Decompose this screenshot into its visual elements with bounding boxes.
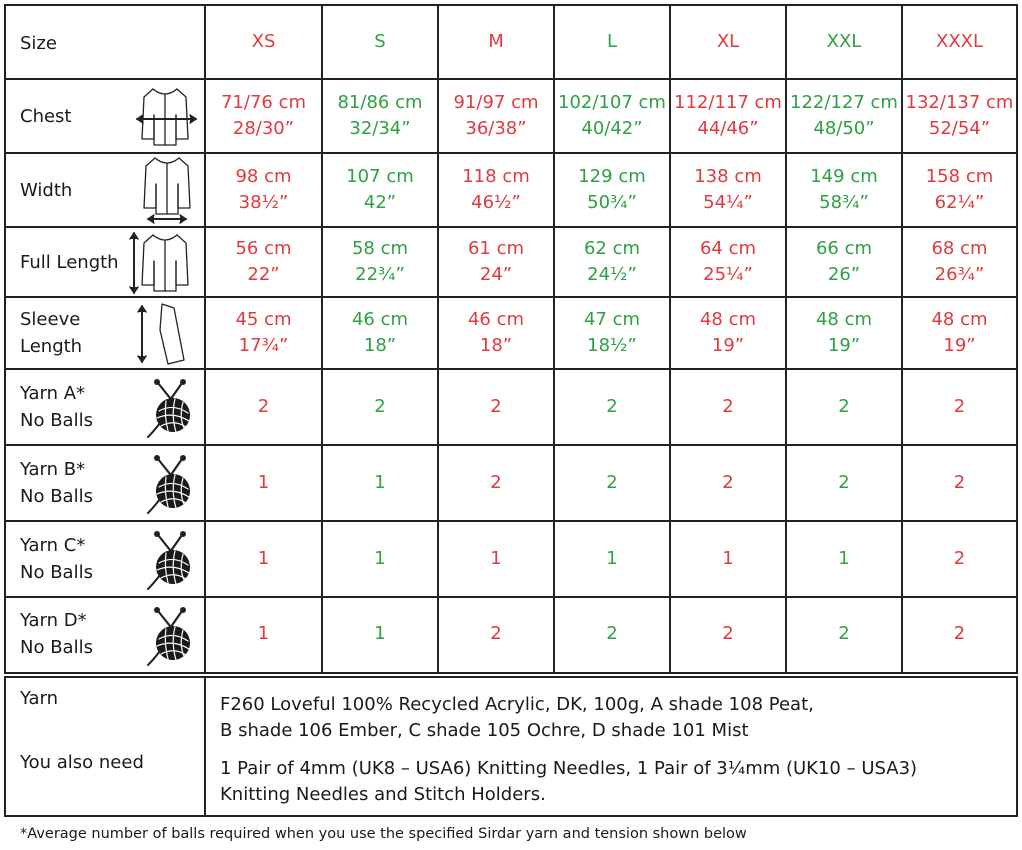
yarn-line-1: F260 Loveful 100% Recycled Acrylic, DK, 100g, A shade 108 Peat, (220, 694, 814, 715)
row-label-line: Yarn D* (20, 610, 87, 631)
table-cell (206, 522, 321, 596)
sleeve-measure-icon (128, 300, 192, 372)
table-cell (206, 80, 321, 152)
table-cell (903, 228, 1016, 296)
table-cell (323, 298, 437, 368)
cell-value: 1 (257, 548, 270, 569)
cell-value: 118 cm (462, 166, 530, 187)
cell-value: 158 cm (925, 166, 994, 187)
cell-value: 68 cm (931, 238, 988, 259)
yarn-ball-icon (144, 525, 196, 599)
table-cell (903, 80, 1016, 152)
table-cell (555, 446, 669, 520)
yarn-ball-icon (144, 373, 196, 447)
panel-divider (204, 678, 206, 815)
cell-value: 64 cm (699, 238, 757, 259)
row-label (20, 598, 93, 670)
cell-value: 2 (953, 396, 966, 417)
yarn-label: Yarn (20, 688, 59, 709)
table-cell (787, 298, 901, 368)
cell-value: 132/137 cm (905, 92, 1014, 113)
yarn-info-panel (4, 676, 1018, 817)
needles-description (220, 756, 917, 808)
cell-value: 1 (374, 623, 386, 644)
cell-value: 46 cm (467, 309, 525, 330)
cell-value: 48 cm (699, 309, 757, 330)
cell-value: 61 cm (467, 238, 525, 259)
table-cell (555, 598, 669, 670)
cell-value: 1 (606, 548, 618, 569)
footnote: *Average number of balls required when you use the specified Sirdar yarn and tension shown below (20, 826, 747, 842)
cell-value: 19” (943, 335, 976, 356)
row-label-line: Yarn A* (20, 383, 86, 404)
cell-value: 56 cm (235, 238, 292, 259)
table-cell (555, 80, 669, 152)
table-cell (555, 522, 669, 596)
cell-value: 18½” (587, 335, 637, 356)
table-cell (555, 370, 669, 444)
row-label-line: No Balls (20, 486, 93, 507)
table-cell (323, 154, 437, 226)
cell-value: 1 (838, 548, 850, 569)
width-measure-icon (136, 156, 200, 230)
table-cell (323, 522, 437, 596)
cell-value: 2 (606, 396, 618, 417)
cell-value: 2 (953, 472, 966, 493)
cell-value: 1 (257, 623, 270, 644)
table-cell (903, 370, 1016, 444)
cell-value: 36/38” (465, 118, 527, 139)
cell-value: 22” (247, 264, 280, 285)
table-cell (439, 298, 553, 368)
cell-value: 50¾” (587, 192, 637, 213)
row-label-line: Chest (20, 105, 72, 127)
table-cell (439, 80, 553, 152)
table-cell (323, 370, 437, 444)
cell-value: 24½” (587, 264, 637, 285)
cell-value: 71/76 cm (220, 92, 307, 113)
cell-value: 38½” (238, 192, 289, 213)
cell-value: 32/34” (349, 118, 411, 139)
table-cell (555, 228, 669, 296)
size-header-l: L (606, 31, 618, 52)
table-cell (903, 522, 1016, 596)
row-label (20, 228, 119, 296)
cell-value: 19” (711, 335, 745, 356)
cell-value: 2 (838, 623, 850, 644)
cell-value: 19” (827, 335, 861, 356)
size-header-xxl: XXL (826, 31, 862, 52)
cell-value: 2 (490, 472, 502, 493)
cell-value: 42” (363, 192, 397, 213)
cell-value: 25¼” (703, 264, 753, 285)
row-label (20, 80, 72, 152)
cell-value: 112/117 cm (674, 92, 782, 113)
cell-value: 40/42” (581, 118, 643, 139)
cell-value: 2 (953, 623, 966, 644)
table-cell (671, 598, 785, 670)
table-cell (206, 298, 321, 368)
chest-measure-icon (136, 83, 200, 153)
table-cell (439, 370, 553, 444)
cell-value: 2 (838, 396, 850, 417)
table-cell (787, 154, 901, 226)
size-header-m: M (488, 31, 504, 52)
yarn-ball-icon (144, 601, 196, 675)
table-cell (671, 298, 785, 368)
table-cell (555, 154, 669, 226)
row-label (20, 522, 93, 596)
table-cell (671, 370, 785, 444)
cell-value: 2 (838, 472, 850, 493)
row-label-line: No Balls (20, 562, 93, 583)
row-label-line: Yarn C* (20, 535, 86, 556)
table-cell (671, 522, 785, 596)
cell-value: 2 (953, 548, 966, 569)
cell-value: 45 cm (235, 309, 292, 330)
cell-value: 47 cm (583, 309, 641, 330)
cell-value: 91/97 cm (453, 92, 539, 113)
cell-value: 2 (257, 396, 270, 417)
cell-value: 2 (722, 623, 734, 644)
cell-value: 66 cm (815, 238, 873, 259)
cell-value: 48/50” (813, 118, 875, 139)
size-header-xxxl: XXXL (935, 31, 984, 52)
table-cell (206, 598, 321, 670)
cell-value: 58 cm (351, 238, 409, 259)
cell-value: 2 (606, 472, 618, 493)
row-label-line: Sleeve (20, 309, 81, 330)
yarn-description (220, 692, 814, 744)
cell-value: 52/54” (928, 118, 991, 139)
cell-value: 18” (479, 335, 513, 356)
cell-value: 81/86 cm (337, 92, 423, 113)
cell-value: 46½” (471, 192, 521, 213)
cell-value: 26¾” (934, 264, 985, 285)
table-cell (323, 228, 437, 296)
table-cell (903, 298, 1016, 368)
table-cell (903, 154, 1016, 226)
table-cell (671, 154, 785, 226)
cell-value: 22¾” (355, 264, 405, 285)
row-label-line: Yarn B* (20, 459, 86, 480)
cell-value: 46 cm (351, 309, 409, 330)
table-cell (206, 154, 321, 226)
table-cell (787, 370, 901, 444)
table-cell (439, 446, 553, 520)
needles-line-2: Knitting Needles and Stitch Holders. (220, 784, 546, 805)
table-cell (439, 522, 553, 596)
cell-value: 48 cm (931, 309, 988, 330)
cell-value: 138 cm (694, 166, 762, 187)
cell-value: 1 (722, 548, 734, 569)
cell-value: 58¾” (819, 192, 869, 213)
table-cell (323, 598, 437, 670)
cell-value: 48 cm (815, 309, 873, 330)
cell-value: 28/30” (232, 118, 295, 139)
needles-line-1: 1 Pair of 4mm (UK8 – USA6) Knitting Needles, 1 Pair of 3¼mm (UK10 – USA3) (220, 758, 918, 779)
table-cell (787, 228, 901, 296)
size-header-s: S (374, 31, 386, 52)
cell-value: 122/127 cm (790, 92, 898, 113)
cell-value: 17¾” (238, 335, 289, 356)
row-label (20, 446, 93, 520)
cell-value: 1 (374, 548, 386, 569)
table-cell (206, 228, 321, 296)
cell-value: 26” (827, 264, 861, 285)
cell-value: 1 (257, 472, 270, 493)
row-label (20, 154, 72, 226)
cell-value: 2 (490, 623, 502, 644)
cell-value: 1 (490, 548, 502, 569)
table-cell (206, 370, 321, 444)
table-cell (903, 598, 1016, 670)
table-cell (787, 446, 901, 520)
table-cell (439, 598, 553, 670)
row-label-line: Full Length (20, 251, 119, 273)
cell-value: 2 (490, 396, 502, 417)
you-also-need-label: You also need (20, 752, 144, 773)
row-label-line: No Balls (20, 410, 93, 431)
cell-value: 2 (374, 396, 386, 417)
cell-value: 149 cm (810, 166, 878, 187)
table-cell (787, 80, 901, 152)
size-header-xs: XS (251, 31, 276, 52)
row-label (20, 370, 93, 444)
table-cell (671, 446, 785, 520)
cell-value: 2 (722, 396, 734, 417)
length-measure-icon (128, 229, 192, 301)
table-cell (439, 228, 553, 296)
cell-value: 24” (479, 264, 513, 285)
table-cell (787, 522, 901, 596)
cell-value: 107 cm (346, 166, 414, 187)
table-cell (439, 154, 553, 226)
row-label-line: No Balls (20, 637, 93, 658)
table-cell (671, 80, 785, 152)
table-cell (206, 446, 321, 520)
cell-value: 102/107 cm (558, 92, 666, 113)
row-label-line: Length (20, 336, 83, 357)
table-cell (787, 598, 901, 670)
table-cell (671, 228, 785, 296)
row-label (20, 298, 82, 368)
cell-value: 2 (606, 623, 618, 644)
size-header-xl: XL (716, 31, 740, 52)
cell-value: 1 (374, 472, 386, 493)
table-cell (903, 446, 1016, 520)
table-cell (323, 446, 437, 520)
cell-value: 62 cm (583, 238, 641, 259)
cell-value: 2 (722, 472, 734, 493)
cell-value: 98 cm (235, 166, 292, 187)
row-label-line: Width (20, 179, 73, 201)
cell-value: 54¼” (703, 192, 753, 213)
yarn-line-2: B shade 106 Ember, C shade 105 Ochre, D shade 101 Mist (220, 720, 749, 741)
cell-value: 129 cm (578, 166, 646, 187)
yarn-ball-icon (144, 449, 196, 523)
size-row-label: Size (20, 32, 57, 54)
size-table (4, 4, 1018, 674)
cell-value: 62¼” (934, 192, 985, 213)
cell-value: 18” (363, 335, 397, 356)
table-cell (323, 80, 437, 152)
table-cell (555, 298, 669, 368)
cell-value: 44/46” (697, 118, 759, 139)
